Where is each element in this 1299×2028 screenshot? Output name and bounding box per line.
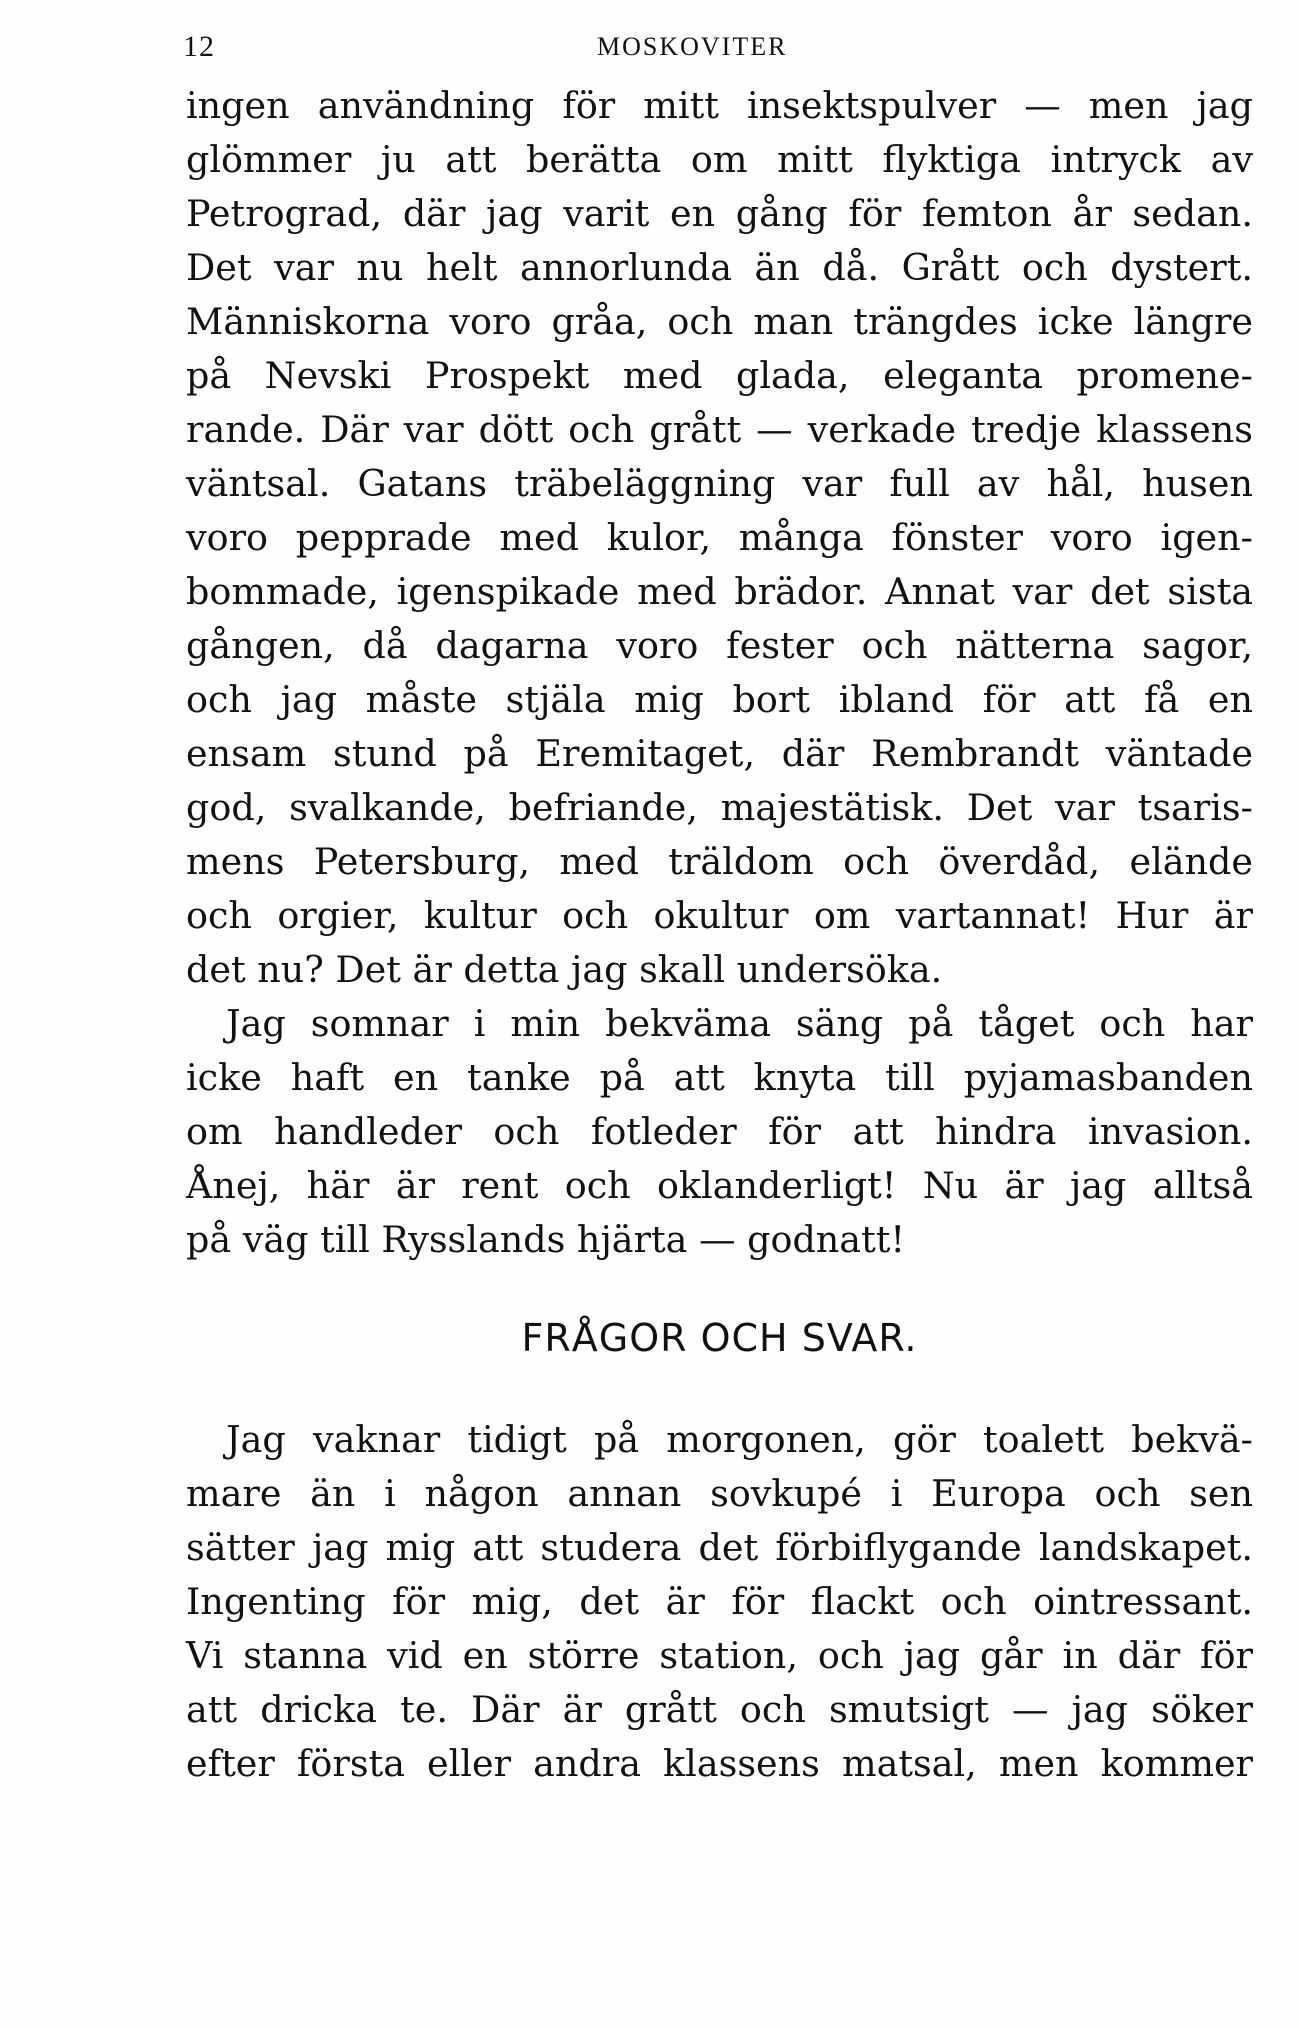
section-heading: FRÅGOR OCH SVAR.: [521, 1316, 918, 1360]
text-line: sätter jag mig att studera det förbiflygande landskapet.: [186, 1526, 1253, 1569]
text-line: icke haft en tanke på att knyta till pyjamasbanden: [186, 1056, 1253, 1099]
text-line: Ingenting för mig, det är för flackt och ointressant.: [186, 1580, 1253, 1623]
text-line: Jag vaknar tidigt på morgonen, gör toalett bekvä-: [226, 1418, 1253, 1461]
text-line: glömmer ju att berätta om mitt flyktiga intryck av: [186, 138, 1253, 181]
text-line: gången, då dagarna voro fester och nätterna sagor,: [186, 624, 1253, 667]
text-line: bommade, igenspikade med brädor. Annat var det sista: [186, 570, 1253, 613]
text-line: Jag somnar i min bekväma säng på tåget och har: [226, 1002, 1253, 1045]
text-line: det nu? Det är detta jag skall undersöka.: [186, 948, 943, 991]
text-line: Människorna voro gråa, och man trängdes icke längre: [186, 300, 1253, 343]
text-line: mare än i någon annan sovkupé i Europa och sen: [186, 1472, 1253, 1515]
text-line: Petrograd, där jag varit en gång för femton år sedan.: [186, 192, 1253, 235]
page-number: 12: [183, 30, 215, 63]
text-line: att dricka te. Där är grått och smutsigt — jag söker: [186, 1688, 1253, 1731]
text-line: god, svalkande, befriande, majestätisk. Det var tsaris-: [186, 786, 1253, 829]
text-line: Ånej, här är rent och oklanderligt! Nu är jag alltså: [186, 1164, 1253, 1207]
text-line: på väg till Rysslands hjärta — godnatt!: [186, 1218, 906, 1261]
text-line: mens Petersburg, med träldom och överdåd, elände: [186, 840, 1253, 883]
text-line: om handleder och fotleder för att hindra invasion.: [186, 1110, 1253, 1153]
text-line: väntsal. Gatans träbeläggning var full av hål, husen: [186, 462, 1253, 505]
text-line: Det var nu helt annorlunda än då. Grått och dystert.: [186, 246, 1253, 289]
text-line: Vi stanna vid en större station, och jag går in där för: [186, 1634, 1253, 1677]
text-line: och jag måste stjäla mig bort ibland för att få en: [186, 678, 1253, 721]
text-line: ingen användning för mitt insektspulver — men jag: [186, 84, 1253, 127]
page-header: [183, 30, 1253, 74]
text-line: rande. Där var dött och grått — verkade tredje klassens: [186, 408, 1253, 451]
text-line: efter första eller andra klassens matsal, men kommer: [186, 1742, 1253, 1785]
running-title: MOSKOVITER: [597, 32, 788, 61]
text-line: och orgier, kultur och okultur om vartannat! Hur är: [186, 894, 1253, 937]
text-line: voro pepprade med kulor, många fönster voro igen-: [186, 516, 1253, 559]
text-line: på Nevski Prospekt med glada, eleganta promene-: [186, 354, 1253, 397]
text-line: ensam stund på Eremitaget, där Rembrandt väntade: [186, 732, 1253, 775]
